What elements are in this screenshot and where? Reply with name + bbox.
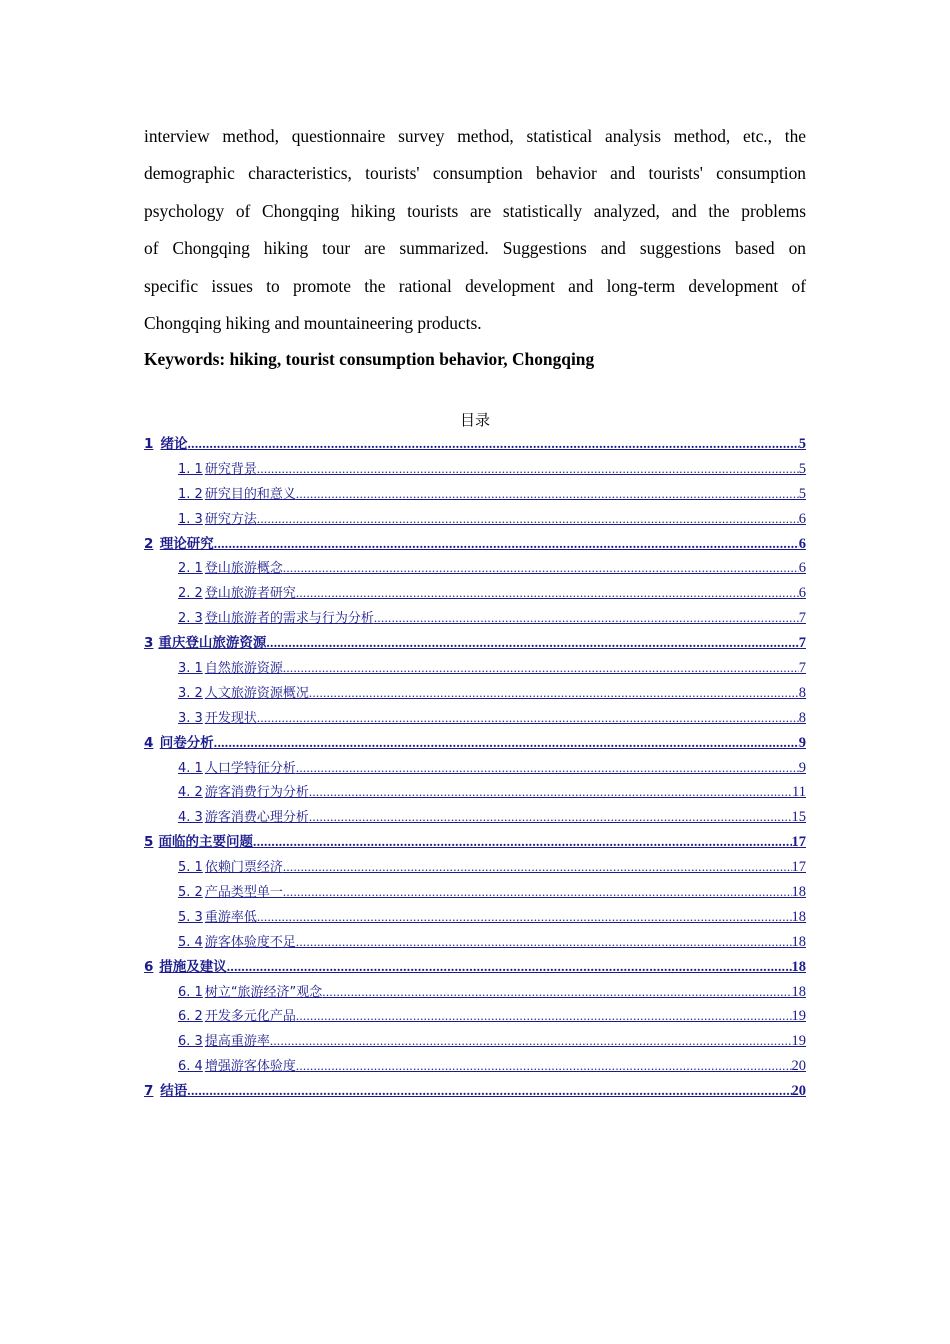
toc-entry-number: 1	[144, 436, 154, 452]
table-of-contents	[144, 432, 806, 1104]
toc-page-number: 5	[798, 460, 806, 477]
toc-entry-number: 4. 2	[178, 785, 203, 801]
toc-entry-number: 5	[144, 834, 154, 851]
abstract-line: of Chongqing hiking tour are summarized. Suggestions and suggestions based on	[144, 238, 806, 259]
toc-dot-leader	[214, 537, 799, 551]
toc-entry-label: 问卷分析	[159, 734, 214, 751]
toc-page-number: 5	[798, 436, 806, 452]
toc-entry-label: 登山旅游者研究	[204, 586, 296, 602]
toc-section-link[interactable]	[144, 930, 806, 955]
toc-entry-number: 2	[144, 535, 154, 552]
toc-entry-label: 研究方法	[204, 511, 257, 527]
toc-page-number: 7	[798, 635, 806, 652]
toc-entry-label: 结语	[160, 1083, 188, 1100]
toc-dot-leader	[188, 437, 799, 451]
toc-chapter-link[interactable]	[144, 631, 806, 656]
toc-entry-label: 树立“旅游经济”观念	[204, 984, 323, 1000]
toc-page-number: 8	[798, 684, 806, 701]
toc-section-link[interactable]	[144, 1029, 806, 1054]
toc-dot-leader	[270, 1034, 792, 1047]
toc-page-number: 9	[798, 759, 806, 776]
toc-dot-leader	[296, 761, 799, 774]
toc-entry-number: 6. 1	[178, 984, 203, 1000]
toc-page-number: 20	[791, 1058, 806, 1075]
toc-entry-number: 5. 2	[178, 885, 203, 901]
toc-entry-label: 增强游客体验度	[204, 1059, 296, 1075]
toc-chapter-link[interactable]	[144, 432, 806, 457]
abstract-line: psychology of Chongqing hiking tourists are statistically analyzed, and the problems	[144, 200, 806, 221]
toc-section-link[interactable]	[144, 656, 806, 681]
toc-page-number: 6	[798, 510, 806, 527]
toc-entry-label: 重庆登山旅游资源	[158, 635, 267, 652]
toc-page-number: 9	[798, 734, 806, 751]
toc-section-link[interactable]	[144, 780, 806, 805]
toc-entry-number: 6	[144, 958, 154, 975]
toc-entry-number: 3. 1	[178, 661, 203, 677]
toc-entry-number: 2. 2	[178, 586, 203, 602]
toc-page-number: 15	[791, 809, 806, 826]
toc-page-number: 6	[798, 585, 806, 602]
toc-page-number: 7	[798, 660, 806, 677]
toc-entry-label: 开发现状	[204, 710, 257, 726]
toc-entry-label: 游客消费行为分析	[204, 785, 309, 801]
toc-dot-leader	[257, 711, 799, 724]
toc-entry-number: 4	[144, 734, 154, 751]
toc-chapter-link[interactable]	[144, 532, 806, 557]
toc-dot-leader	[296, 935, 792, 948]
abstract-line: interview method, questionnaire survey method, statistical analysis method, etc., the	[144, 126, 806, 146]
toc-dot-leader	[283, 885, 792, 898]
toc-section-link[interactable]	[144, 556, 806, 581]
toc-entry-number: 1. 1	[178, 461, 203, 477]
toc-section-link[interactable]	[144, 706, 806, 731]
toc-dot-leader	[257, 910, 792, 923]
toc-page-number: 20	[791, 1083, 806, 1100]
toc-dot-leader	[296, 1059, 792, 1072]
toc-page-number: 18	[791, 958, 806, 975]
toc-dot-leader	[322, 985, 791, 998]
toc-entry-number: 7	[144, 1083, 154, 1100]
toc-dot-leader	[187, 1084, 791, 1098]
toc-page-number: 18	[791, 884, 806, 901]
toc-entry-label: 理论研究	[159, 535, 214, 552]
toc-page-number: 19	[791, 1033, 806, 1050]
toc-entry-number: 3. 2	[178, 685, 203, 701]
toc-dot-leader	[309, 686, 799, 699]
toc-entry-number: 2. 1	[178, 561, 203, 577]
abstract-line: demographic characteristics, tourists' consumption behavior and tourists' consumption	[144, 163, 806, 184]
toc-entry-number: 3. 3	[178, 710, 203, 726]
toc-section-link[interactable]	[144, 980, 806, 1005]
toc-dot-leader	[283, 561, 799, 574]
toc-section-link[interactable]	[144, 905, 806, 930]
toc-page-number: 11	[792, 784, 806, 801]
toc-chapter-link[interactable]	[144, 731, 806, 756]
toc-dot-leader	[374, 611, 799, 624]
toc-entry-label: 依赖门票经济	[204, 860, 283, 876]
toc-entry-label: 人口学特征分析	[204, 760, 296, 776]
toc-dot-leader	[253, 835, 791, 849]
toc-entry-label: 面临的主要问题	[158, 834, 254, 851]
abstract-paragraph	[144, 118, 806, 342]
toc-chapter-link[interactable]	[144, 1079, 806, 1104]
toc-entry-label: 登山旅游者的需求与行为分析	[204, 611, 374, 627]
toc-entry-number: 6. 2	[178, 1009, 203, 1025]
toc-entry-label: 开发多元化产品	[204, 1009, 296, 1025]
toc-section-link[interactable]	[144, 606, 806, 631]
abstract-line: specific issues to promote the rational development and long-term development of	[144, 275, 806, 296]
toc-entry-label: 登山旅游概念	[204, 561, 283, 577]
toc-entry-number: 2. 3	[178, 611, 203, 627]
toc-entry-label: 人文旅游资源概况	[204, 685, 309, 701]
toc-dot-leader	[309, 810, 792, 823]
toc-section-link[interactable]	[144, 756, 806, 781]
toc-chapter-link[interactable]	[144, 955, 806, 980]
toc-entry-label: 绪论	[160, 436, 188, 452]
toc-entry-label: 游客消费心理分析	[204, 810, 309, 826]
toc-entry-number: 1. 3	[178, 511, 203, 527]
toc-page-number: 5	[798, 485, 806, 502]
toc-dot-leader	[296, 1009, 792, 1022]
toc-page-number: 18	[791, 908, 806, 925]
toc-dot-leader	[296, 586, 799, 599]
toc-page-number: 19	[791, 1008, 806, 1025]
toc-section-link[interactable]	[144, 507, 806, 532]
toc-dot-leader	[283, 661, 799, 674]
abstract-line: Chongqing hiking and mountaineering products.	[144, 312, 482, 333]
toc-entry-label: 重游率低	[204, 909, 257, 925]
toc-section-link[interactable]	[144, 457, 806, 482]
toc-page-number: 8	[798, 709, 806, 726]
toc-section-link[interactable]	[144, 681, 806, 706]
toc-page-number: 6	[798, 535, 806, 552]
toc-page-number: 6	[798, 560, 806, 577]
toc-entry-label: 提高重游率	[204, 1034, 270, 1050]
toc-entry-number: 6. 4	[178, 1059, 203, 1075]
toc-entry-number: 5. 4	[178, 934, 203, 950]
toc-entry-number: 1. 2	[178, 486, 203, 502]
toc-entry-number: 5. 3	[178, 909, 203, 925]
toc-section-link[interactable]	[144, 880, 806, 905]
toc-entry-number: 5. 1	[178, 860, 203, 876]
toc-dot-leader	[214, 736, 799, 750]
toc-page-number: 17	[791, 834, 806, 851]
toc-entry-number: 6. 3	[178, 1034, 203, 1050]
keywords-line: Keywords: hiking, tourist consumption behavior, Chongqing	[144, 349, 595, 369]
toc-entry-label: 自然旅游资源	[204, 661, 283, 677]
toc-section-link[interactable]	[144, 855, 806, 880]
toc-entry-label: 研究背景	[204, 461, 257, 477]
toc-entry-label: 产品类型单一	[204, 885, 283, 901]
toc-dot-leader	[309, 785, 792, 798]
toc-page-number: 7	[798, 610, 806, 627]
toc-chapter-link[interactable]	[144, 830, 806, 855]
toc-dot-leader	[257, 462, 799, 475]
toc-dot-leader	[227, 960, 792, 974]
toc-section-link[interactable]	[144, 581, 806, 606]
toc-page-number: 18	[791, 983, 806, 1000]
toc-section-link[interactable]	[144, 1004, 806, 1029]
toc-entry-label: 游客体验度不足	[204, 934, 296, 950]
toc-dot-leader	[283, 860, 792, 873]
toc-section-link[interactable]	[144, 482, 806, 507]
toc-page-number: 18	[791, 933, 806, 950]
toc-entry-label: 研究目的和意义	[204, 486, 296, 502]
toc-entry-number: 4. 3	[178, 810, 203, 826]
toc-title: 目录	[459, 411, 490, 429]
toc-dot-leader	[266, 636, 798, 650]
toc-entry-number: 4. 1	[178, 760, 203, 776]
toc-dot-leader	[257, 512, 799, 525]
toc-section-link[interactable]	[144, 805, 806, 830]
toc-entry-number: 3	[144, 635, 154, 652]
toc-page-number: 17	[791, 859, 806, 876]
toc-entry-label: 措施及建议	[159, 958, 227, 975]
toc-dot-leader	[296, 487, 799, 500]
toc-section-link[interactable]	[144, 1054, 806, 1079]
